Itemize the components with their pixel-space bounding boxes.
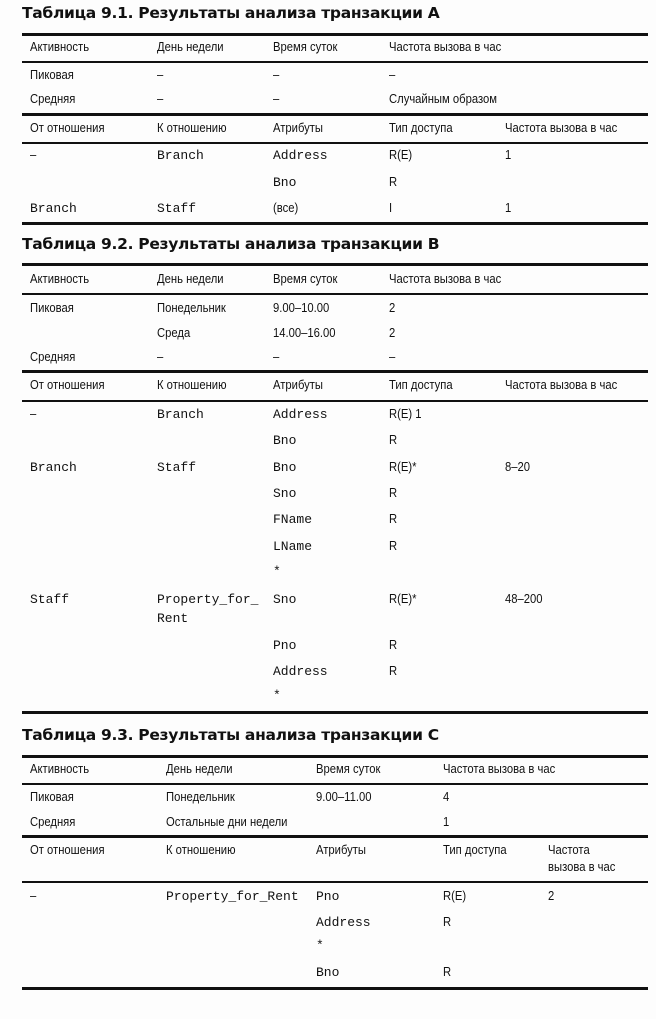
cell: 4 bbox=[443, 790, 450, 804]
cell: 8–20 bbox=[505, 460, 531, 474]
cell: * bbox=[316, 938, 324, 953]
cell: 1 bbox=[505, 148, 512, 162]
cell: Средняя bbox=[30, 815, 76, 829]
cell: Остальные дни недели bbox=[166, 815, 288, 829]
rule bbox=[22, 881, 648, 883]
column-header: День недели bbox=[166, 762, 233, 776]
cell: Property_for_Rent bbox=[166, 889, 299, 904]
column-header: Частота вызова в час bbox=[505, 378, 618, 392]
cell: Пиковая bbox=[30, 790, 74, 804]
cell: Понедельник bbox=[157, 301, 226, 315]
rule bbox=[22, 113, 648, 116]
column-header: Частота вызова в час bbox=[389, 272, 502, 286]
column-header: К отношению bbox=[157, 121, 227, 135]
cell: * bbox=[273, 688, 281, 703]
cell: R bbox=[389, 638, 398, 652]
cell: Staff bbox=[157, 201, 197, 216]
cell: * bbox=[273, 564, 281, 579]
cell: R(E) 1 bbox=[389, 407, 422, 421]
table-title: Таблица 9.3. Результаты анализа транзакции С bbox=[22, 726, 439, 744]
cell: 2 bbox=[548, 889, 555, 903]
cell: R bbox=[389, 175, 398, 189]
rule bbox=[22, 61, 648, 63]
cell: Property_for_ bbox=[157, 592, 259, 607]
cell: Address bbox=[273, 148, 328, 163]
cell: Pno bbox=[273, 638, 297, 653]
cell: 48–200 bbox=[505, 592, 543, 606]
cell: Branch bbox=[30, 460, 77, 475]
column-header: К отношению bbox=[166, 843, 236, 857]
cell: Address bbox=[316, 915, 371, 930]
cell: 2 bbox=[389, 326, 396, 340]
column-header: вызова в час bbox=[548, 860, 616, 874]
rule bbox=[22, 370, 648, 373]
column-header: Время суток bbox=[316, 762, 381, 776]
cell: Sno bbox=[273, 592, 297, 607]
column-header: Частота вызова в час bbox=[389, 40, 502, 54]
column-header: Частота вызова в час bbox=[505, 121, 618, 135]
rule bbox=[22, 755, 648, 758]
cell: Случайным образом bbox=[389, 92, 497, 106]
cell: – bbox=[389, 68, 396, 82]
cell: Address bbox=[273, 664, 328, 679]
column-header: Активность bbox=[30, 40, 90, 54]
cell: R bbox=[389, 512, 398, 526]
column-header: От отношения bbox=[30, 378, 105, 392]
cell: 1 bbox=[505, 201, 512, 215]
cell: – bbox=[30, 407, 37, 421]
cell: 9.00–10.00 bbox=[273, 301, 330, 315]
column-header: Тип доступа bbox=[389, 378, 453, 392]
rule bbox=[22, 142, 648, 144]
column-header: Атрибуты bbox=[273, 121, 324, 135]
cell: – bbox=[273, 92, 280, 106]
cell: Bno bbox=[273, 460, 297, 475]
column-header: Тип доступа bbox=[389, 121, 453, 135]
cell: Понедельник bbox=[166, 790, 235, 804]
cell: FName bbox=[273, 512, 313, 527]
cell: 9.00–11.00 bbox=[316, 790, 372, 804]
rule bbox=[22, 33, 648, 36]
column-header: Активность bbox=[30, 272, 90, 286]
cell: R bbox=[389, 486, 398, 500]
cell: Пиковая bbox=[30, 301, 74, 315]
cell: R bbox=[443, 915, 452, 929]
column-header: Время суток bbox=[273, 272, 338, 286]
column-header: Атрибуты bbox=[273, 378, 324, 392]
column-header: День недели bbox=[157, 272, 224, 286]
cell: Pno bbox=[316, 889, 340, 904]
column-header: От отношения bbox=[30, 121, 105, 135]
cell: Среда bbox=[157, 326, 191, 340]
rule bbox=[22, 987, 648, 990]
column-header: От отношения bbox=[30, 843, 105, 857]
column-header: Частота вызова в час bbox=[443, 762, 556, 776]
cell: – bbox=[157, 350, 164, 364]
column-header: К отношению bbox=[157, 378, 227, 392]
cell: Bno bbox=[316, 965, 340, 980]
column-header: Атрибуты bbox=[316, 843, 367, 857]
rule bbox=[22, 222, 648, 225]
cell: – bbox=[273, 350, 280, 364]
cell: – bbox=[273, 68, 280, 82]
rule bbox=[22, 783, 648, 785]
cell: Branch bbox=[157, 407, 204, 422]
cell: I bbox=[389, 201, 393, 215]
column-header: Частота bbox=[548, 843, 590, 857]
cell: – bbox=[30, 889, 37, 903]
cell: Address bbox=[273, 407, 328, 422]
cell: R bbox=[389, 664, 398, 678]
rule bbox=[22, 835, 648, 838]
cell: – bbox=[157, 68, 164, 82]
cell: 1 bbox=[443, 815, 450, 829]
cell: R(E) bbox=[443, 889, 467, 903]
cell: R bbox=[443, 965, 452, 979]
rule bbox=[22, 711, 648, 714]
table-title: Таблица 9.1. Результаты анализа транзакции А bbox=[22, 4, 440, 22]
cell: LName bbox=[273, 539, 313, 554]
table-title: Таблица 9.2. Результаты анализа транзакции В bbox=[22, 235, 440, 253]
column-header: Тип доступа bbox=[443, 843, 507, 857]
cell: Staff bbox=[30, 592, 70, 607]
cell: 2 bbox=[389, 301, 396, 315]
cell: Branch bbox=[157, 148, 204, 163]
cell: – bbox=[389, 350, 396, 364]
cell: Sno bbox=[273, 486, 297, 501]
cell: R bbox=[389, 539, 398, 553]
cell: (все) bbox=[273, 201, 299, 215]
rule bbox=[22, 263, 648, 266]
cell: Пиковая bbox=[30, 68, 74, 82]
column-header: Активность bbox=[30, 762, 90, 776]
column-header: Время суток bbox=[273, 40, 338, 54]
cell: R(E)* bbox=[389, 460, 417, 474]
cell: Staff bbox=[157, 460, 197, 475]
cell: R(E)* bbox=[389, 592, 417, 606]
cell: Bno bbox=[273, 175, 297, 190]
cell: 14.00–16.00 bbox=[273, 326, 336, 340]
cell: Rent bbox=[157, 611, 189, 626]
cell: – bbox=[30, 148, 37, 162]
rule bbox=[22, 293, 648, 295]
cell: – bbox=[157, 92, 164, 106]
cell: Bno bbox=[273, 433, 297, 448]
cell: Средняя bbox=[30, 92, 76, 106]
cell: Branch bbox=[30, 201, 77, 216]
column-header: День недели bbox=[157, 40, 224, 54]
cell: R bbox=[389, 433, 398, 447]
cell: R(E) bbox=[389, 148, 413, 162]
cell: Средняя bbox=[30, 350, 76, 364]
rule bbox=[22, 400, 648, 402]
